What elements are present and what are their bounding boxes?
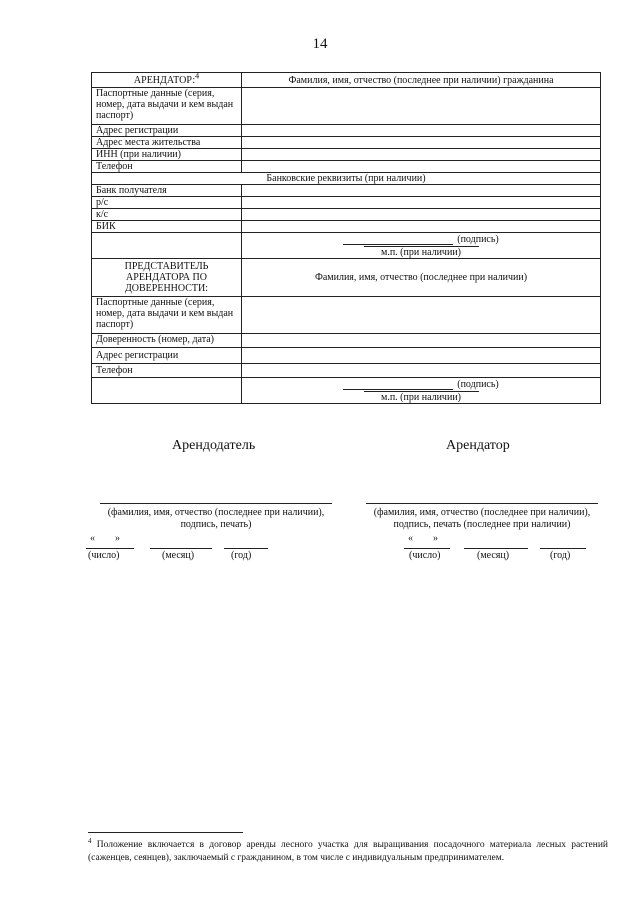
lessee-name-field[interactable]: Фамилия, имя, отчество (последнее при наличии) гражданина (242, 73, 601, 88)
lessee-header-text: АРЕНДАТОР: (133, 74, 196, 86)
footnote-separator (88, 832, 243, 833)
lessee-residence-label: Адрес места жительства (92, 137, 242, 149)
lessee-year-label: (год) (550, 550, 571, 561)
lessee-phone-field[interactable] (242, 161, 601, 173)
bank-name-field[interactable] (242, 185, 601, 197)
representative-registration-field[interactable] (242, 348, 601, 364)
lessee-signature-cell[interactable] (242, 233, 601, 259)
footnote (88, 836, 609, 865)
lessee-signature-line (343, 244, 453, 245)
landlord-day-label: (число) (88, 550, 120, 561)
page-number: 14 (312, 36, 328, 52)
lessee-phone-label: Телефон (92, 161, 242, 173)
lessee-registration-field[interactable] (242, 125, 601, 137)
representative-phone-field[interactable] (242, 364, 601, 378)
representative-phone-label: Телефон (92, 364, 242, 378)
settlement-account-field[interactable] (242, 197, 601, 209)
landlord-day-line[interactable] (86, 548, 134, 549)
landlord-signature-line[interactable] (100, 503, 332, 504)
lessee-footnote-mark: 4 (195, 71, 200, 81)
representative-name-field[interactable]: Фамилия, имя, отчество (последнее при наличии) (242, 259, 601, 297)
lessee-header-label (92, 73, 242, 88)
representative-registration-label: Адрес регистрации (92, 348, 242, 364)
lessee-signature-note: (фамилия, имя, отчество (последнее при наличии), подпись, печать (последнее при наличии) (373, 507, 591, 530)
lessee-stamp-label: м.п. (при наличии) (364, 246, 479, 258)
power-of-attorney-field[interactable] (242, 334, 601, 348)
representative-stamp-label: м.п. (при наличии) (364, 391, 479, 403)
settlement-account-label: р/с (92, 197, 242, 209)
lessee-quote-open: « (408, 533, 413, 544)
power-of-attorney-label: Доверенность (номер, дата) (92, 334, 242, 348)
landlord-signature-note: (фамилия, имя, отчество (последнее при наличии), подпись, печать) (107, 507, 325, 530)
footnote-text: Положение включается в договор аренды лесного участка для выращивания посадочного материала лесных растений (саженцев, сеянцев), заключаемый с гражданином, в том числе с индивидуальным предпринимателем. (88, 840, 609, 863)
bank-details-header: Банковские реквизиты (при наличии) (92, 173, 601, 185)
landlord-year-label: (год) (231, 550, 252, 561)
representative-signature-cell[interactable] (242, 378, 601, 404)
bank-name-label: Банк получателя (92, 185, 242, 197)
lessee-day-line[interactable] (404, 548, 450, 549)
bik-field[interactable] (242, 221, 601, 233)
lessee-heading: Арендатор (446, 438, 510, 453)
landlord-quote-open: « (90, 533, 95, 544)
lessee-month-line[interactable] (464, 548, 528, 549)
footnote-mark: 4 (88, 836, 92, 845)
correspondent-account-field[interactable] (242, 209, 601, 221)
lessee-registration-label: Адрес регистрации (92, 125, 242, 137)
lessee-signature-empty (92, 233, 242, 259)
lessee-quote-close: » (433, 533, 438, 544)
lessee-details-table (91, 72, 601, 404)
representative-signature-label: (подпись) (457, 379, 499, 390)
landlord-heading: Арендодатель (172, 438, 256, 453)
landlord-month-label: (месяц) (162, 550, 195, 561)
representative-signature-line (343, 389, 453, 390)
bik-label: БИК (92, 221, 242, 233)
lessee-inn-field[interactable] (242, 149, 601, 161)
landlord-month-line[interactable] (150, 548, 212, 549)
representative-signature-empty (92, 378, 242, 404)
lessee-day-label: (число) (409, 550, 441, 561)
lessee-inn-label: ИНН (при наличии) (92, 149, 242, 161)
lessee-passport-field[interactable] (242, 88, 601, 125)
lessee-signature-label: (подпись) (457, 234, 499, 245)
correspondent-account-label: к/с (92, 209, 242, 221)
representative-header-label: ПРЕДСТАВИТЕЛЬ АРЕНДАТОРА ПО ДОВЕРЕННОСТИ: (92, 259, 242, 297)
representative-passport-label: Паспортные данные (серия, номер, дата выдачи и кем выдан паспорт) (92, 297, 242, 334)
landlord-year-line[interactable] (224, 548, 268, 549)
landlord-quote-close: » (115, 533, 120, 544)
lessee-residence-field[interactable] (242, 137, 601, 149)
representative-passport-field[interactable] (242, 297, 601, 334)
lessee-passport-label: Паспортные данные (серия, номер, дата выдачи и кем выдан паспорт) (92, 88, 242, 125)
lessee-month-label: (месяц) (477, 550, 510, 561)
lessee-year-line[interactable] (540, 548, 586, 549)
lessee-sign-line[interactable] (366, 503, 598, 504)
